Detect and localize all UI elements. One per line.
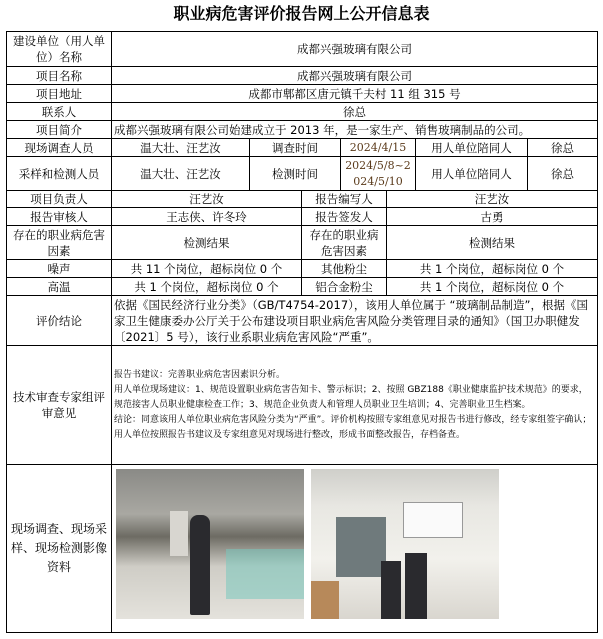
hazard-name: 高温 — [7, 278, 112, 296]
hazard-header: 存在的职业病危害因素 — [7, 226, 112, 260]
address-label: 项目地址 — [7, 85, 112, 103]
hazard-result: 共 1 个岗位，超标岗位 0 个 — [112, 278, 302, 296]
expert-line: 报告书建议：完善职业病危害因素识分析。 — [114, 369, 286, 380]
page-title: 职业病危害评价报告网上公开信息表 — [173, 4, 430, 23]
intro-label: 项目简介 — [7, 121, 112, 139]
reviewer: 王志侠、许冬玲 — [112, 208, 302, 226]
photo-cell — [112, 465, 598, 633]
writer-label: 报告编写人 — [302, 191, 387, 208]
project-label: 项目名称 — [7, 67, 112, 85]
hazard-name: 其他粉尘 — [302, 260, 387, 278]
survey-escort: 徐总 — [528, 139, 598, 157]
expert-label: 技术审查专家组评审意见 — [7, 346, 112, 465]
photo-label: 现场调查、现场采样、现场检测影像资料 — [7, 465, 112, 633]
expert-line: 结论：同意该用人单位职业病危害风险分类为“严重”。评价机构按照专家组意见对报告书进行修改，经专家组签字确认；用人单位按照报告书建议及专家组意见对现场进行整改，形成书面整改报告，存档备查。 — [114, 414, 592, 440]
hazard-name: 噪声 — [7, 260, 112, 278]
contact-label: 联系人 — [7, 103, 112, 121]
sample-staff-label: 采样和检测人员 — [7, 157, 112, 191]
hazard-result: 共 11 个岗位，超标岗位 0 个 — [112, 260, 302, 278]
address-value: 成都市郫都区唐元镇千夫村 11 组 315 号 — [112, 85, 598, 103]
hazard-name: 铝合金粉尘 — [302, 278, 387, 296]
result-header-2: 检测结果 — [387, 226, 598, 260]
result-header: 检测结果 — [112, 226, 302, 260]
site-photo-entrance — [311, 469, 499, 619]
unit-label: 建设单位（用人单位）名称 — [7, 32, 112, 67]
leader: 汪艺汝 — [112, 191, 302, 208]
expert-line: 用人单位现场建议：1、规范设置职业病危害告知卡、警示标识；2、按照 GBZ188《职业健康监护技术规范》的要求，规范接害人员职业健康检查工作；3、规范企业负责人和管理人员职业卫生培训；4、完善职业卫生档案。 — [114, 384, 588, 410]
info-table — [6, 31, 598, 633]
hazard-result: 共 1 个岗位，超标岗位 0 个 — [387, 278, 598, 296]
sample-escort: 徐总 — [528, 157, 598, 191]
leader-label: 项目负责人 — [7, 191, 112, 208]
unit-value: 成都兴强玻璃有限公司 — [112, 32, 598, 67]
writer: 汪艺汝 — [387, 191, 598, 208]
survey-time-label: 调查时间 — [250, 139, 341, 157]
sample-staff: 温大壮、汪艺汝 — [112, 157, 250, 191]
hazard-result: 共 1 个岗位，超标岗位 0 个 — [387, 260, 598, 278]
expert-opinion — [112, 346, 598, 465]
survey-escort-label: 用人单位陪同人 — [416, 139, 528, 157]
site-photo-workshop — [116, 469, 304, 619]
contact-value: 徐总 — [112, 103, 598, 121]
conclusion-label: 评价结论 — [7, 296, 112, 346]
survey-staff: 温大壮、汪艺汝 — [112, 139, 250, 157]
hazard-header-2: 存在的职业病危害因素 — [302, 226, 387, 260]
issuer-label: 报告签发人 — [302, 208, 387, 226]
sample-escort-label: 用人单位陪同人 — [416, 157, 528, 191]
issuer: 古勇 — [387, 208, 598, 226]
sample-time-label: 检测时间 — [250, 157, 341, 191]
reviewer-label: 报告审核人 — [7, 208, 112, 226]
project-value: 成都兴强玻璃有限公司 — [112, 67, 598, 85]
survey-time: 2024/4/15 — [341, 139, 416, 157]
sample-time: 2024/5/8~2024/5/10 — [341, 157, 416, 191]
survey-staff-label: 现场调查人员 — [7, 139, 112, 157]
intro-value: 成都兴强玻璃有限公司始建成立于 2013 年，是一家生产、销售玻璃制品的公司。 — [112, 121, 598, 139]
conclusion-text: 依据《国民经济行业分类》（GB/T4754-2017），该用人单位属于 “玻璃制品制造”，根据《国家卫生健康委办公厅关于公布建设项目职业病危害风险分类管理目录的通知》（国卫办职健发〔2021〕5 号），该行业系职业病危害风险“严重”。 — [112, 296, 598, 346]
